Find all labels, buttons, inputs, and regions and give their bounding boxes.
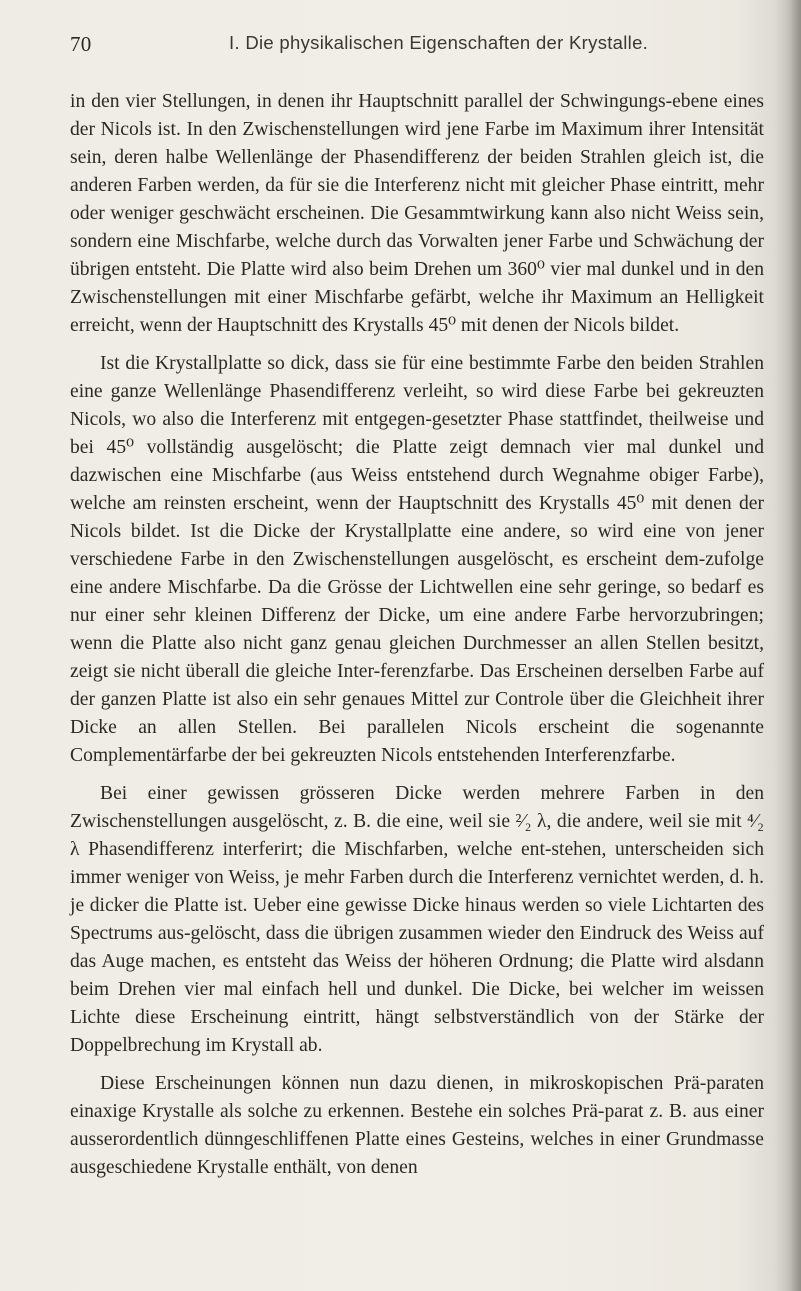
running-head: I. Die physikalischen Eigenschaften der Krystalle. [229,32,649,53]
paragraph: Ist die Krystallplatte so dick, dass sie für eine bestimmte Farbe den beiden Strahlen eine ganze Wellenlänge Phasendifferenz verleiht, so wird diese Farbe bei gekreuzten Nicols, wo also die Interferenz mit entgegen-gesetzter Phase stattfindet, theilweise und bei 45⁰ vollständig ausgelöscht; die Platte zeigt demnach vier mal dunkel und dazwischen eine Mischfarbe (aus Weiss entstehend durch Wegnahme obiger Farbe), welche am reinsten erscheint, wenn der Hauptschnitt des Krystalls 45⁰ mit denen der Nicols bildet. Ist die Dicke der Krystallplatte eine andere, so wird eine von jener verschiedene Farbe in den Zwischenstellungen ausgelöscht, es erscheint dem-zufolge eine andere Mischfarbe. Da die Grösse der Lichtwellen eine sehr geringe, so bedarf es nur einer sehr kleinen Differenz der Dicke, um eine andere Farbe hervorzubringen; wenn die Platte also nicht ganz genau gleichen Durchmesser an allen Stellen besitzt, zeigt sie nicht überall die gleiche Inter-ferenzfarbe. Das Erscheinen derselben Farbe auf der ganzen Platte ist also ein sehr genaues Mittel zur Controle über die Gleichheit ihrer Dicke an allen Stellen. Bei parallelen Nicols erscheint die sogenannte Complementärfarbe der bei gekreuzten Nicols entstehenden Interferenzfarbe. [70,353,764,766]
paragraph: Diese Erscheinungen können nun dazu dienen, in mikroskopischen Prä-paraten einaxige Krystalle als solche zu erkennen. Bestehe ein solches Prä-parat z. B. aus einer ausserordentlich dünngeschliffenen Platte eines Gesteins, welches in einer Grundmasse ausgeschiedene Krystalle enthält, von denen [70,1073,764,1178]
page-edge-shadow [775,0,801,1291]
paragraph: Bei einer gewissen grösseren Dicke werden mehrere Farben in den Zwischenstellungen ausgelöscht, z. B. die eine, weil sie ²⁄₂ λ, die andere, weil sie mit ⁴⁄₂ λ Phasendifferenz interferirt; die Mischfarben, welche ent-stehen, unterscheiden sich immer weniger von Weiss, je mehr Farben durch die Interferenz vernichtet werden, d. h. je dicker die Platte ist. Ueber eine gewisse Dicke hinaus werden so viele Lichtarten des Spectrums aus-gelöscht, dass die übrigen zusammen wieder den Eindruck des Weiss auf das Auge machen, es entsteht das Weiss der höheren Ordnung; die Platte wird alsdann beim Drehen vier mal einfach hell und dunkel. Die Dicke, bei welcher im weissen Lichte diese Erscheinung eintritt, hängt selbstverständlich von der Stärke der Doppelbrechung im Krystall ab. [70,783,764,1056]
page-number: 70 [70,32,92,56]
paragraph: in den vier Stellungen, in denen ihr Hauptschnitt parallel der Schwingungs-ebene eines der Nicols ist. In den Zwischenstellungen wird jene Farbe im Maximum ihrer Intensität sein, deren halbe Wellenlänge der Phasendifferenz der beiden Strahlen gleich ist, die anderen Farben werden, da für sie die Interferenz nicht mit gleicher Phase eintritt, mehr oder weniger geschwächt erscheinen. Die Gesammtwirkung kann also nicht Weiss sein, sondern eine Mischfarbe, welche durch das Vorwalten jener Farbe und Schwächung der übrigen entsteht. Die Platte wird also beim Drehen um 360⁰ vier mal dunkel und in den Zwischenstellungen mit einer Mischfarbe gefärbt, welche ihr Maximum an Helligkeit erreicht, wenn der Hauptschnitt des Krystalls 45⁰ mit denen der Nicols bildet. [70,91,764,336]
body-text [70,88,764,1182]
page-header [70,32,760,56]
